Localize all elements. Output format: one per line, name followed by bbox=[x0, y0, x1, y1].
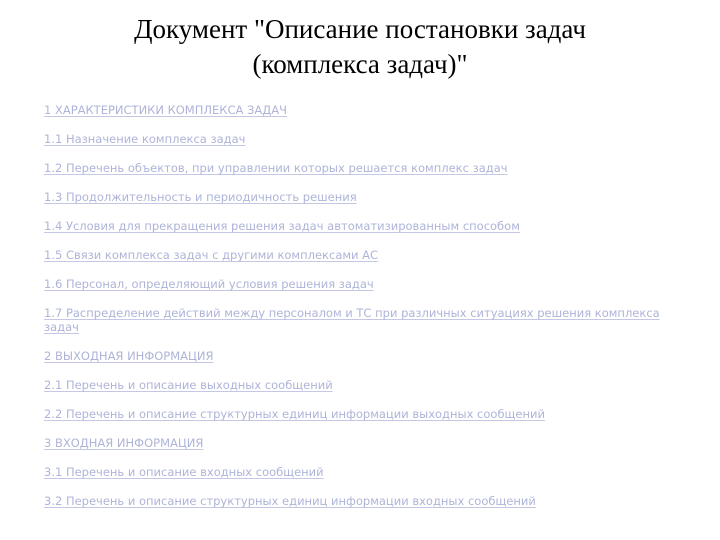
page-title bbox=[0, 12, 720, 82]
toc-link-section-3[interactable]: 3 ВХОДНАЯ ИНФОРМАЦИЯ bbox=[44, 436, 204, 450]
toc-link-3-1[interactable]: 3.1 Перечень и описание входных сообщений bbox=[44, 465, 324, 479]
toc-item-1-5 bbox=[44, 248, 684, 262]
toc-item-1-6 bbox=[44, 277, 684, 291]
toc-link-1-1[interactable]: 1.1 Назначение комплекса задач bbox=[44, 132, 246, 146]
toc-link-1-4[interactable]: 1.4 Условия для прекращения решения задач автоматизированным способом bbox=[44, 219, 520, 233]
toc-item-section-2 bbox=[44, 349, 684, 363]
toc-item-3-1 bbox=[44, 465, 684, 479]
toc-link-section-1[interactable]: 1 ХАРАКТЕРИСТИКИ КОМПЛЕКСА ЗАДАЧ bbox=[44, 103, 287, 117]
toc-item-3-2 bbox=[44, 494, 684, 508]
toc-item-1-3 bbox=[44, 190, 684, 204]
toc-item-section-1 bbox=[44, 103, 684, 117]
toc-link-1-6[interactable]: 1.6 Персонал, определяющий условия решения задач bbox=[44, 277, 374, 291]
page-title-line-2: (комплекса задач)" bbox=[252, 49, 468, 79]
toc-link-2-1[interactable]: 2.1 Перечень и описание выходных сообщений bbox=[44, 378, 333, 392]
toc-item-section-3 bbox=[44, 436, 684, 450]
toc-item-1-1 bbox=[44, 132, 684, 146]
toc-link-1-7[interactable]: 1.7 Распределение действий между персоналом и ТС при различных ситуациях решения комплекса задач bbox=[44, 306, 660, 334]
toc-item-1-4 bbox=[44, 219, 684, 233]
toc-item-2-2 bbox=[44, 407, 684, 421]
page-title-line-1: Документ "Описание постановки задач bbox=[134, 14, 586, 44]
toc-link-section-2[interactable]: 2 ВЫХОДНАЯ ИНФОРМАЦИЯ bbox=[44, 349, 214, 363]
toc-item-1-2 bbox=[44, 161, 684, 175]
toc-item-2-1 bbox=[44, 378, 684, 392]
toc-link-3-2[interactable]: 3.2 Перечень и описание структурных единиц информации входных сообщений bbox=[44, 494, 536, 508]
toc-item-1-7 bbox=[44, 306, 684, 334]
toc-link-1-3[interactable]: 1.3 Продолжительность и периодичность решения bbox=[44, 190, 357, 204]
toc-link-1-5[interactable]: 1.5 Связи комплекса задач с другими комплексами АС bbox=[44, 248, 379, 262]
toc-link-1-2[interactable]: 1.2 Перечень объектов, при управлении которых решается комплекс задач bbox=[44, 161, 508, 175]
toc-link-2-2[interactable]: 2.2 Перечень и описание структурных единиц информации выходных сообщений bbox=[44, 407, 545, 421]
